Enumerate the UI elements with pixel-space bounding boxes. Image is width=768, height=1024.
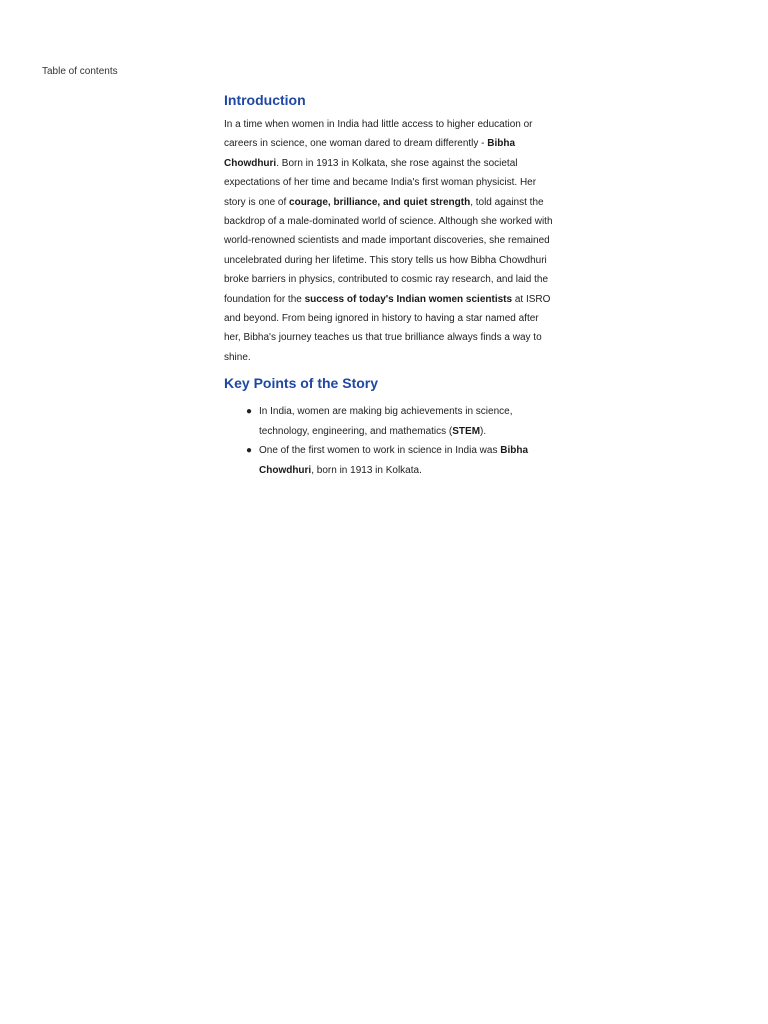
intro-text: , told against the backdrop of a male-dominated world of science. Although she worked with world-renowned scientists and made important discoveries, she remained uncelebrated during her lifetime. This story tells us how Bibha Chowdhuri broke barriers in physics, contributed to cosmic ray research, and laid the foundation for the	[224, 196, 553, 305]
list-item-text: , born in 1913 in Kolkata.	[311, 464, 422, 476]
bullet-icon: ●	[246, 445, 253, 457]
intro-text: In a time when women in India had little access to higher education or careers in science, one woman dared to dream differently -	[224, 119, 533, 150]
intro-text: . Born in 1913 in Kolkata, she rose against the societal expectations of her time and became India's first woman physicist. Her story is one of	[224, 157, 537, 208]
list-item-text: ).	[480, 425, 487, 437]
key-points-list	[224, 402, 554, 480]
intro-bold-success: success of today's Indian women scientists	[304, 293, 513, 305]
list-item-text: One of the first women to work in science in India was	[259, 445, 501, 457]
list-item	[246, 441, 554, 480]
intro-text: at ISRO and beyond. From being ignored in history to having a star named after her, Bibha's journey teaches us that true brilliance always finds a way to shine.	[224, 293, 551, 363]
introduction-paragraph	[224, 115, 554, 367]
intro-bold-name: Bibha Chowdhuri	[224, 138, 516, 169]
article-body	[224, 90, 554, 480]
key-points-heading: Key Points of the Story	[224, 375, 379, 392]
introduction-heading: Introduction	[224, 92, 306, 108]
list-item-text: In India, women are making big achievements in science, technology, engineering, and mathematics (	[259, 406, 513, 437]
list-item	[246, 402, 554, 441]
list-item-bold: STEM	[452, 425, 481, 437]
list-item-bold: Bibha Chowdhuri	[259, 445, 529, 476]
bullet-icon: ●	[246, 406, 253, 418]
intro-bold-qualities: courage, brilliance, and quiet strength	[289, 196, 471, 208]
table-of-contents-link[interactable]: Table of contents	[42, 66, 118, 77]
